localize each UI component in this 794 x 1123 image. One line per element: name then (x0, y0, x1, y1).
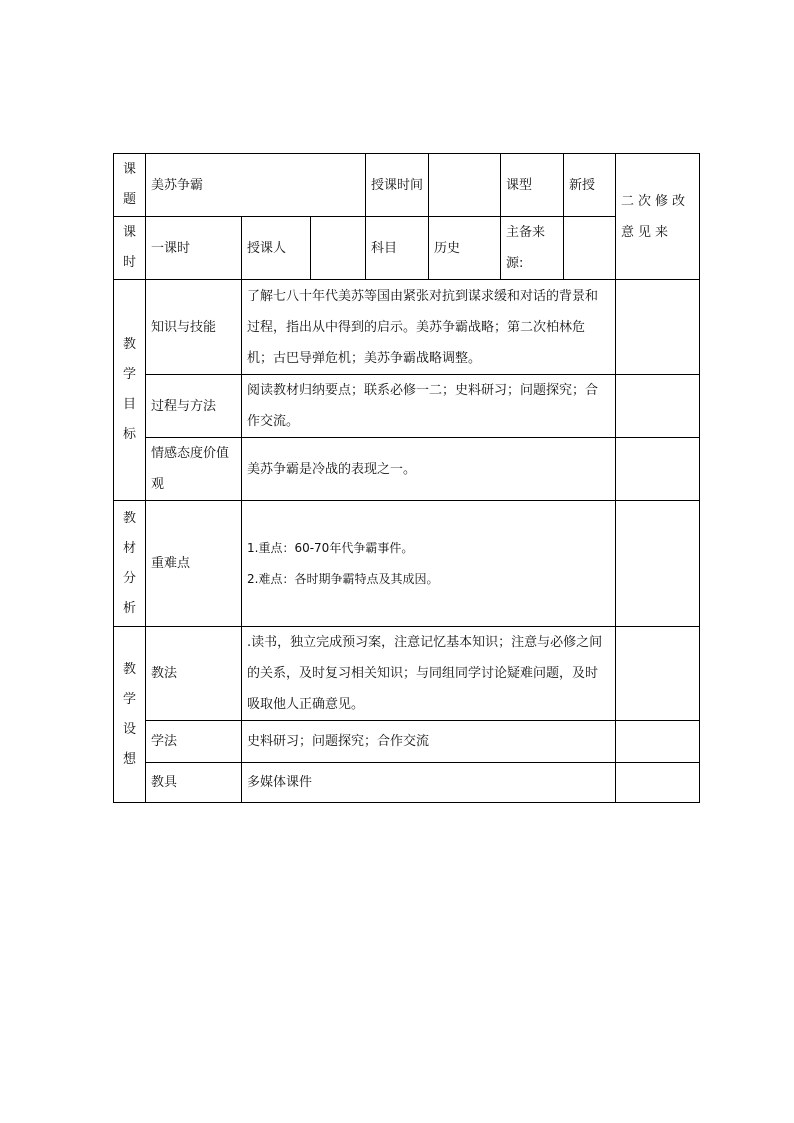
topic-value: 美苏争霸 (146, 154, 366, 217)
header-row-1 (114, 154, 700, 217)
design-content-study: 史料研习；问题探究；合作交流 (242, 721, 616, 763)
design-label-study: 学法 (146, 721, 242, 763)
time-label: 授课时间 (366, 154, 429, 217)
teacher-label: 授课人 (242, 217, 311, 280)
objective-label-process: 过程与方法 (146, 375, 242, 438)
design-row-method (114, 627, 700, 721)
objective-note-knowledge (616, 280, 700, 375)
objective-label-attitude: 情感态度价值观 (146, 438, 242, 501)
design-row-study (114, 721, 700, 763)
design-note-method (616, 627, 700, 721)
design-row-tools (114, 763, 700, 803)
analysis-row (114, 501, 700, 627)
objective-content-knowledge: 了解七八十年代美苏等国由紧张对抗到谋求缓和对话的背景和过程，指出从中得到的启示。美苏争霸战略；第二次柏林危机；古巴导弹危机；美苏争霸战略调整。 (242, 280, 616, 375)
period-value: 一课时 (146, 217, 242, 280)
objective-row-knowledge (114, 280, 700, 375)
period-label: 课 时 (114, 217, 146, 280)
lesson-plan-table (113, 153, 700, 803)
design-content-tools: 多媒体课件 (242, 763, 616, 803)
analysis-sub-label: 重难点 (146, 501, 242, 627)
analysis-content (242, 501, 616, 627)
lead-prep-label: 主备来源: (501, 217, 564, 280)
subject-label: 科目 (366, 217, 429, 280)
objective-row-process (114, 375, 700, 438)
design-note-study (616, 721, 700, 763)
revision-label: 二次修改意见 (621, 193, 690, 240)
objective-note-process (616, 375, 700, 438)
objective-content-attitude: 美苏争霸是冷战的表现之一。 (242, 438, 616, 501)
difficult-point: 2.难点：各时期争霸特点及其成因。 (247, 571, 439, 586)
objective-note-attitude (616, 438, 700, 501)
analysis-label: 教 材 分 析 (114, 501, 146, 627)
key-point: 1.重点：60-70年代争霸事件。 (247, 540, 414, 555)
analysis-note (616, 501, 700, 627)
design-label: 教 学 设 想 (114, 627, 146, 803)
lead-prep-value (564, 217, 616, 280)
teacher-value (311, 217, 366, 280)
time-value (429, 154, 501, 217)
revision-suffix: 来 (655, 224, 673, 240)
objectives-label: 教 学 目 标 (114, 280, 146, 501)
objective-label-knowledge: 知识与技能 (146, 280, 242, 375)
design-label-tools: 教具 (146, 763, 242, 803)
design-note-tools (616, 763, 700, 803)
type-label: 课型 (501, 154, 564, 217)
revision-notes-cell (616, 154, 700, 280)
design-label-method: 教法 (146, 627, 242, 721)
topic-label: 课 题 (114, 154, 146, 217)
header-row-2 (114, 217, 700, 280)
type-value: 新授 (564, 154, 616, 217)
objective-row-attitude (114, 438, 700, 501)
objective-content-process: 阅读教材归纳要点；联系必修一二；史料研习；问题探究；合作交流。 (242, 375, 616, 438)
design-content-method: .读书，独立完成预习案，注意记忆基本知识；注意与必修之间的关系，及时复习相关知识；与同组同学讨论疑难问题，及时吸取他人正确意见。 (242, 627, 616, 721)
subject-value: 历史 (429, 217, 501, 280)
